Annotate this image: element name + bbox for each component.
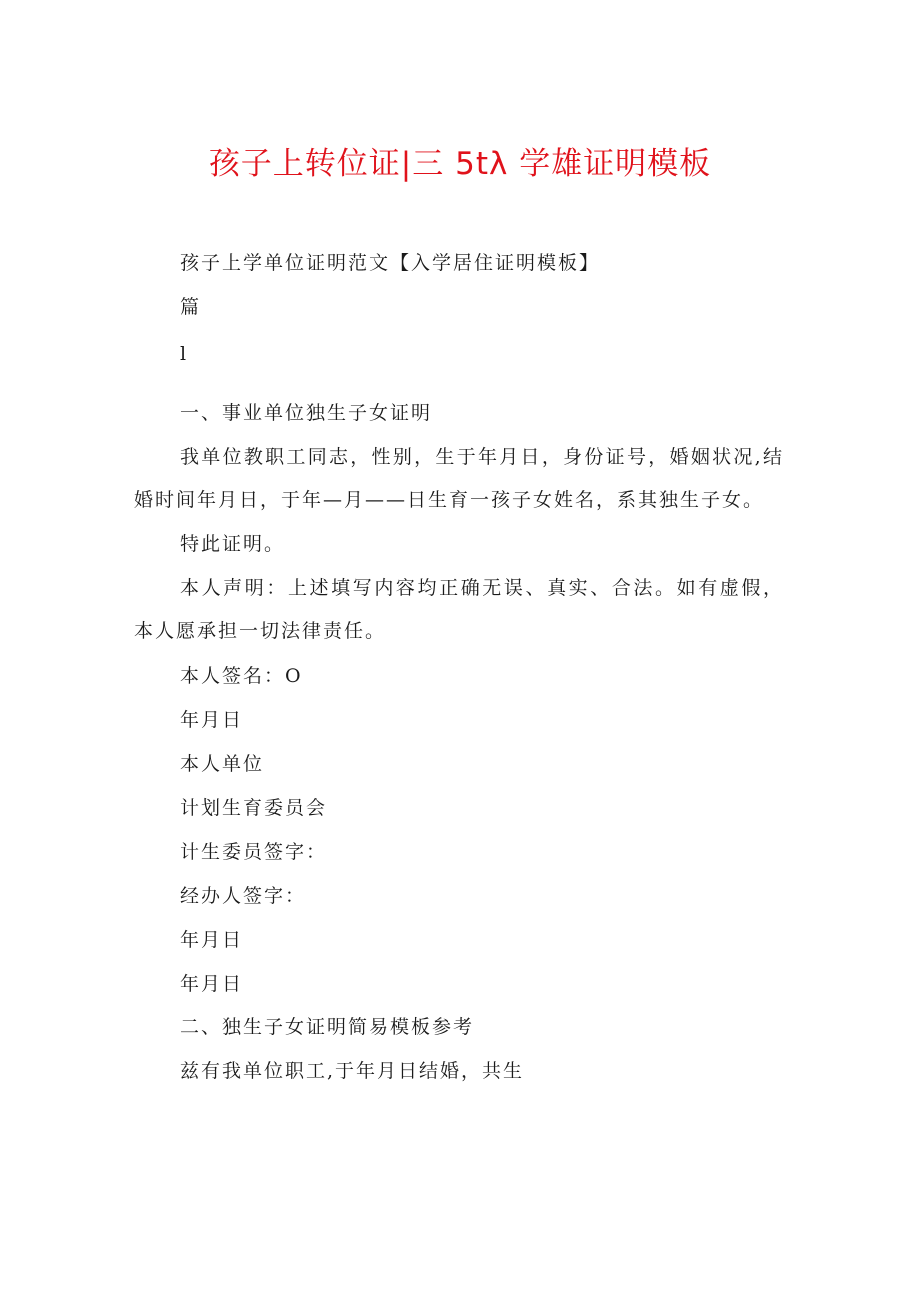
date-line-1: 年月日	[180, 709, 244, 731]
date-line-2: 年月日	[180, 929, 244, 951]
document-title: 孩子上转位证|三 5tλ 学雄证明模板	[208, 146, 712, 182]
signature-line: 本人签名：O	[180, 665, 303, 687]
paragraph-certificate-body: 我单位教职工同志，性别，生于年月日，身份证号，婚姻状况,结婚时间年月日，于年—月——日生育一孩子女姓名，系其独生子女。	[134, 446, 784, 511]
pian-label: 篇	[180, 296, 202, 318]
committee-sign-line: 计生委员签字：	[180, 841, 328, 863]
committee-label: 计划生育委员会	[180, 797, 328, 819]
paragraph-section2-body: 兹有我单位职工,于年月日结婚，共生	[180, 1060, 525, 1082]
date-line-3: 年月日	[180, 973, 244, 995]
section1-heading: 一、事业单位独生子女证明	[180, 402, 433, 424]
special-proof-text: 特此证明。	[180, 533, 286, 555]
unit-label: 本人单位	[180, 753, 265, 775]
document-subtitle: 孩子上学单位证明范文【入学居住证明模板】	[180, 252, 601, 274]
section-number: l	[180, 343, 189, 365]
section2-heading: 二、独生子女证明简易模板参考	[180, 1016, 475, 1038]
handler-sign-line: 经办人签字：	[180, 885, 307, 907]
paragraph-declaration: 本人声明：上述填写内容均正确无误、真实、合法。如有虚假，本人愿承担一切法律责任。	[134, 577, 784, 642]
